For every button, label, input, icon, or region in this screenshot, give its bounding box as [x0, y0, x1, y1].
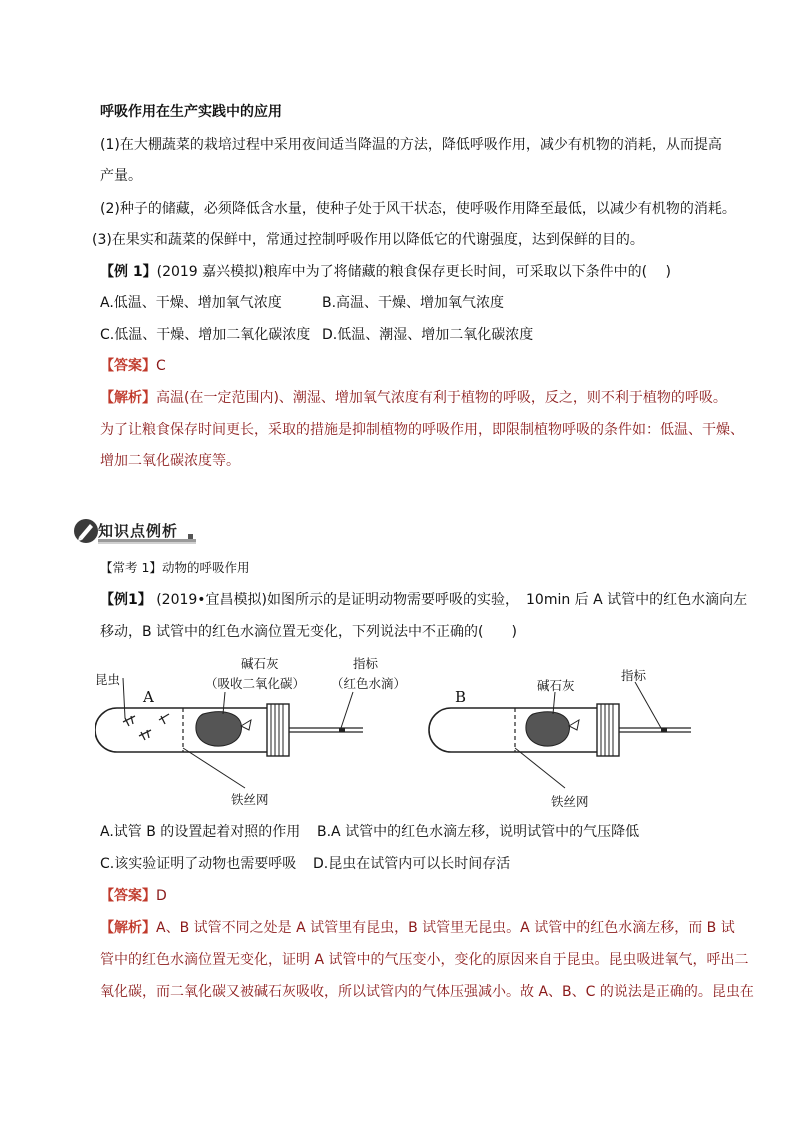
example-1-option-c: C.低温、干燥、增加二氧化碳浓度 [100, 327, 311, 343]
example-2-option-a: A.试管 B 的设置起着对照的作用 [100, 824, 301, 840]
example-1-option-d: D.低温、潮湿、增加二氧化碳浓度 [322, 327, 534, 343]
paragraph-3: (3)在果实和蔬菜的保鲜中，常通过控制呼吸作用以降低它的代谢强度，达到保鲜的目的。 [92, 232, 644, 248]
example-2-analysis-line-3: 氧化碳，而二氧化碳又被碱石灰吸收，所以试管内的气体压强减小。故 A、B、C 的说法是正确的。昆虫在 [100, 984, 754, 1000]
example-2-question-line-1: (2019•宜昌模拟)如图所示的是证明动物需要呼吸的实验， 10min 后 A 试管中的红色水滴向左 [151, 592, 748, 608]
label-soda-lime-a: 碱石灰 [241, 656, 279, 671]
paragraph-2: (2)种子的储藏，必须降低含水量，使种子处于风干状态，使呼吸作用降至最低，以减少有机物的消耗。 [100, 201, 736, 217]
example-1-option-a: A.低温、干燥、增加氧气浓度 [100, 295, 282, 311]
label-red-drop: （红色水滴） [331, 676, 407, 691]
example-2-tag: 【例1】 [100, 592, 152, 608]
example-1-answer-tag: 【答案】 [100, 358, 156, 374]
label-wire-mesh-a: 铁丝网 [231, 792, 269, 807]
example-1-analysis-line-2: 为了让粮食保存时间更长，采取的措施是抑制植物的呼吸作用，即限制植物呼吸的条件如：低温、干燥、 [100, 422, 744, 438]
common-1-title: 动物的呼吸作用 [161, 560, 250, 575]
example-2-analysis-row [100, 918, 740, 938]
example-2-question-line-2: 移动，B 试管中的红色水滴位置无变化，下列说法中不正确的( ) [100, 624, 517, 640]
label-soda-lime-b: 碱石灰 [537, 678, 575, 693]
example-2-answer-tag: 【答案】 [100, 888, 156, 904]
example-1-tag: 【例 1】 [100, 264, 157, 280]
label-indicator-b: 指标 [621, 668, 647, 683]
example-1-analysis-tag: 【解析】 [100, 390, 156, 406]
experiment-figure [95, 648, 705, 818]
example-2-analysis-tag: 【解析】 [100, 920, 156, 936]
example-2-answer: D [156, 888, 167, 904]
label-tube-b: B [455, 688, 467, 706]
common-1-row [100, 558, 740, 578]
example-2-options-ab [100, 822, 740, 842]
paragraph-1-line-1: (1)在大棚蔬菜的栽培过程中采用夜间适当降温的方法，降低呼吸作用，减少有机物的消耗，从而提高 [100, 137, 722, 153]
example-1-question: (2019 嘉兴模拟)粮库中为了将储藏的粮食保存更长时间，可采取以下条件中的( ) [156, 264, 671, 280]
knowledge-banner [70, 516, 200, 546]
example-1-analysis-line-1: 高温(在一定范围内)、潮湿、增加氧气浓度有利于植物的呼吸，反之，则不利于植物的呼吸。 [156, 390, 727, 406]
paragraph-1-line-2: 产量。 [100, 168, 142, 184]
example-2-analysis-line-2: 管中的红色水滴位置无变化，证明 A 试管中的气压变小，变化的原因来自于昆虫。昆虫吸进氧气，呼出二 [100, 952, 749, 968]
common-1-tag: 【常考 1】 [100, 560, 162, 575]
example-2-analysis-line-1: A、B 试管不同之处是 A 试管里有昆虫，B 试管里无昆虫。A 试管中的红色水滴左移，而 B 试 [156, 920, 735, 936]
example-2-option-c: C.该实验证明了动物也需要呼吸 [100, 856, 297, 872]
label-insect: 昆虫 [95, 672, 121, 687]
label-wire-mesh-b: 铁丝网 [551, 794, 589, 809]
label-absorb-co2: （吸收二氧化碳） [205, 676, 306, 691]
example-2-question-row [100, 590, 748, 610]
example-2-options-cd [100, 854, 740, 874]
example-1-answer-row [100, 356, 740, 376]
example-1-options-ab [100, 293, 740, 313]
label-tube-a: A [143, 688, 154, 706]
example-1-analysis-row [100, 388, 740, 408]
section-heading: 呼吸作用在生产实践中的应用 [100, 104, 282, 120]
example-2-answer-row [100, 886, 740, 906]
example-1-answer: C [156, 358, 166, 374]
banner-title: 知识点例析 [98, 522, 179, 540]
example-1-analysis-line-3: 增加二氧化碳浓度等。 [100, 453, 240, 469]
example-1-option-b: B.高温、干燥、增加氧气浓度 [322, 295, 505, 311]
label-indicator-a: 指标 [353, 656, 379, 671]
example-1-options-cd [100, 325, 740, 345]
example-1-question-row [100, 262, 740, 282]
example-2-option-b: B.A 试管中的红色水滴左移，说明试管中的气压降低 [317, 824, 640, 840]
example-2-option-d: D.昆虫在试管内可以长时间存活 [313, 856, 511, 872]
